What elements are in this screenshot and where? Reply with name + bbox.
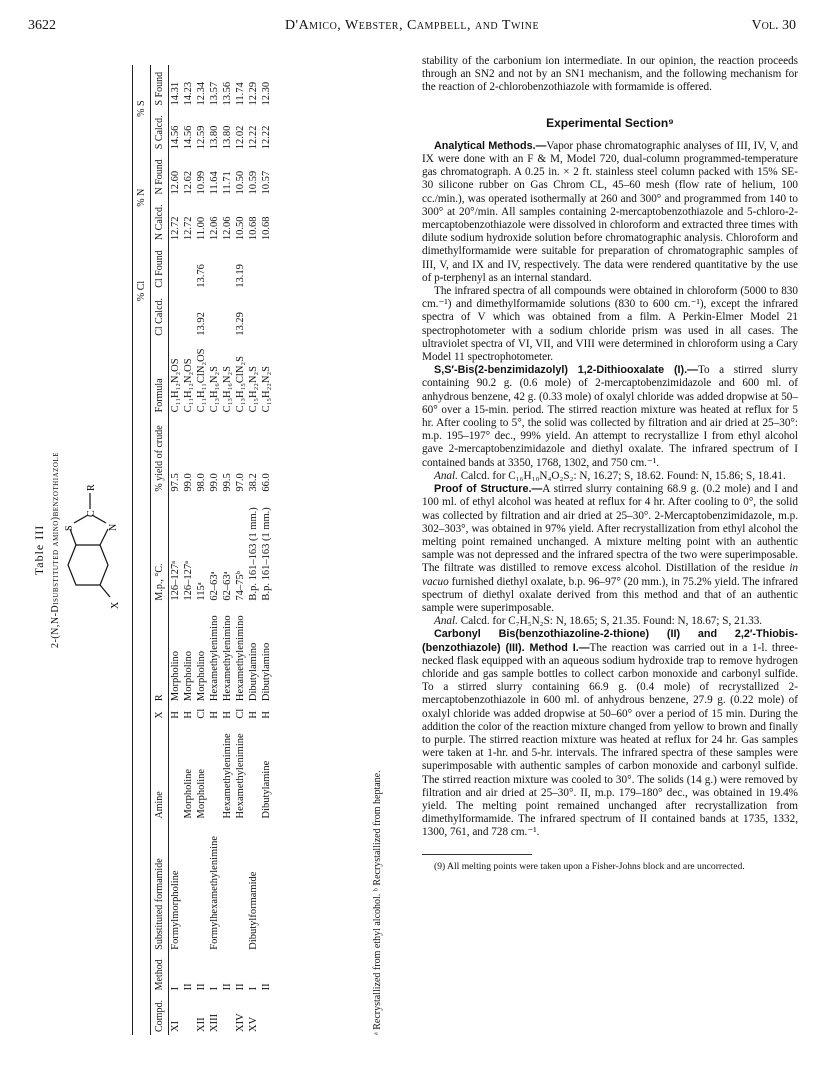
column-header: N Found xyxy=(151,152,169,197)
column-header: X xyxy=(151,704,169,721)
table-cell: C₁₅H₂₂N₂S xyxy=(261,366,272,413)
table-cell xyxy=(221,291,234,339)
table-cell: 12.30 xyxy=(261,81,272,106)
table-cell: H xyxy=(183,710,194,719)
table-body xyxy=(169,65,274,1035)
table-cell: II xyxy=(235,983,246,991)
table-cell: 99.0 xyxy=(209,473,220,492)
table-cell: 10.59 xyxy=(248,170,259,195)
volume-label: Vol. 30 xyxy=(751,18,796,33)
table-cell: Morpholine xyxy=(183,768,194,819)
compound-i-head: S,S′-Bis(2-benzimidazolyl) 1,2-Dithiooxalate (I).— xyxy=(434,364,698,377)
table-cell: Formylhexamethylenimine xyxy=(209,836,220,950)
column-header: Amine xyxy=(151,722,169,822)
table-cell: 62–63ᵃ xyxy=(222,571,233,601)
table-cell xyxy=(195,821,208,952)
table-cell: 12.02 xyxy=(235,125,246,150)
table-cell: Formylmorpholine xyxy=(170,870,181,950)
table-cell xyxy=(208,291,221,339)
table-cell: 126–127ᵃ xyxy=(170,560,181,601)
footnote: (9) All melting points were taken upon a Fisher-Johns block and are uncorrected. xyxy=(434,860,745,872)
table-cell: 11.71 xyxy=(222,171,233,195)
column-header: S Calcd. xyxy=(151,109,169,153)
table-cell: I xyxy=(209,986,220,991)
table-cell: 11.00 xyxy=(196,216,207,241)
column-header: Substituted formamide xyxy=(151,821,169,952)
table-cell: 12.22 xyxy=(248,125,259,150)
table-cell xyxy=(260,291,273,339)
table-cell: C₁₃H₁₆N₂S xyxy=(222,366,233,413)
table-cell: H xyxy=(170,710,181,719)
struct-c: C xyxy=(86,510,97,517)
column-header: N Calcd. xyxy=(151,198,169,244)
table-cell xyxy=(247,243,260,291)
table-cell: 97.0 xyxy=(235,473,246,492)
table-cell: Morpholino xyxy=(183,650,194,702)
table-cell: Hexamethylenimine xyxy=(222,733,233,819)
table-cell: 12.72 xyxy=(170,216,181,241)
table-cell: H xyxy=(222,710,233,719)
struct-n: N xyxy=(108,523,119,531)
table-cell: 10.99 xyxy=(196,170,207,195)
table-cell: C₁₁H₁₂N₂OS xyxy=(170,358,181,413)
table-cell: 12.60 xyxy=(170,170,181,195)
table-cell xyxy=(260,821,273,952)
table-cell xyxy=(182,243,195,291)
header-row xyxy=(151,65,169,1035)
table-cell: 13.92 xyxy=(196,312,207,336)
table-cell: 98.0 xyxy=(196,473,207,492)
benzothiazole-structure xyxy=(64,475,128,615)
column-header: Formula xyxy=(151,339,169,416)
table-cell xyxy=(260,243,273,291)
rotated-table xyxy=(28,55,400,1045)
table-cell xyxy=(182,821,195,952)
table-row xyxy=(195,65,208,1035)
table-cell: Morpholino xyxy=(196,650,207,702)
group-s: % S xyxy=(133,65,151,152)
column-header: R xyxy=(151,604,169,705)
table-row xyxy=(234,65,247,1035)
table-cell: C₁₃H₁₆N₂S xyxy=(209,366,220,413)
table-cell: 10.68 xyxy=(261,216,272,241)
data-table xyxy=(132,65,273,1035)
table-cell: XII xyxy=(196,1017,207,1032)
table-cell: Dibutylamino xyxy=(261,642,272,702)
section-heading: Experimental Section⁹ xyxy=(546,115,674,130)
paragraph-method-i: Carbonyl Bis(benzothiazoline-2-thione) (II) and 2,2′-Thiobis-(benzothiazole) (III). Method I.—The reaction was carried out in a 1-l. three-necked flask equipped with an aqueous sodium hydroxide trap to remove hydrogen chloride and gas sample bottles to collect carbon monoxide and carbonyl sulfide. To a stirred slurry containing 66.9 g. (0.4 mole) of recrystallized 2-mercaptobenzothiazole in 600 ml. of anhydrous benzene, 27.9 g. (0.22 mole) of oxalyl chloride was added dropwise at 50–60° over a period of 15 min. During the addition the color of the reaction mixture changed from yellow to brown and finally to purple. The stirred reaction mixture was heated at reflux for 24 hr. Gas samples were taken at 1-hr. and 5-hr. intervals. The infrared spectra of these samples were superimposable with authentic samples of carbon monoxide and carbonyl sulfide. The stirred reaction mixture was cooled to 30°. The solids (14 g.) were removed by filtration and air dried at 25–30°. II, m.p. 179–180° dec., was obtained in 19.4% yield. The melting point remained unchanged after recrystallization from dimethylformamide. The infrared spectrum of II contained bands at 1735, 1332, 1300, 761, and 728 cm.⁻¹. xyxy=(422,628,799,839)
table-cell: 13.80 xyxy=(222,125,233,150)
method-i-head: Carbonyl Bis(benzothiazoline-2-thione) (II) and 2,2′-Thiobis-(benzothiazole) (III). Method I.— xyxy=(422,628,798,654)
table-cell: B.p. 161–163 (1 mm.) xyxy=(248,507,259,601)
table-cell: 13.19 xyxy=(235,264,246,288)
table-cell: H xyxy=(261,710,272,719)
table-cell: II xyxy=(183,983,194,991)
intro-paragraph: stability of the carbonium ion intermediate. In our opinion, the reaction proceeds through an SN2 and not by an SN1 mechanism, and the following mechanism for the reaction of 2-chlorobenzothiazole with formamide is offered. xyxy=(422,55,798,94)
table-cell: 14.31 xyxy=(170,81,181,106)
table-cell: 11.74 xyxy=(235,82,246,106)
table-cell: Hexamethylenimino xyxy=(209,615,220,702)
table-cell: 10.50 xyxy=(235,216,246,241)
group-n: % N xyxy=(133,152,151,243)
table-footnote: ᵃ Recrystallized from ethyl alcohol. ᵇ Recrystallized from heptane. xyxy=(372,770,383,1035)
table-cell xyxy=(221,243,234,291)
table-cell: I xyxy=(248,986,259,991)
table-cell: 10.50 xyxy=(235,170,246,195)
table-cell xyxy=(169,243,183,291)
analytical-head: Analytical Methods.— xyxy=(434,139,547,152)
table-cell: 12.06 xyxy=(209,216,220,241)
table-row xyxy=(260,65,273,1035)
group-cl: % Cl xyxy=(133,243,151,339)
table-cell: 13.76 xyxy=(196,264,207,288)
column-header: Cl Found xyxy=(151,243,169,291)
struct-r: R xyxy=(86,484,97,491)
paragraph-compound-i: S,S′-Bis(2-benzimidazolyl) 1,2-Dithiooxalate (I).—To a stirred slurry containing 90.2 g. (0.6 mole) of 2-mercaptobenzimidazole and 600 ml. of anhydrous benzene, 42 g. (0.33 mole) of oxalyl chloride was added dropwise at 50–60° over a 15-min. period. The stirred reaction mixture was heated at reflux for 5 hr. After cooling to 5°, the solid was collected by filtration and air dried at 25–30°: m.p. 195–197° dec., 99% yield. An attempt to recrystallize I from ethyl alcohol gave 2-mercaptobenzimidazole and diethyl oxalate. The infrared spectrum of I contained bands at 3350, 1768, 1302, and 750 cm.⁻¹. xyxy=(422,364,798,469)
table-row xyxy=(221,65,234,1035)
table-cell: 12.62 xyxy=(183,170,194,195)
table-cell: XIII xyxy=(209,1013,220,1032)
table-cell xyxy=(182,291,195,339)
table-cell: 10.68 xyxy=(248,216,259,241)
table-cell: 12.59 xyxy=(196,125,207,150)
table-cell: 10.57 xyxy=(261,170,272,195)
table-cell: H xyxy=(248,710,259,719)
table-cell: C₁₃H₁₅ClN₂S xyxy=(235,356,246,413)
table-cell: XV xyxy=(248,1016,259,1032)
table-cell: 12.06 xyxy=(222,216,233,241)
table-cell: 74–75ᵇ xyxy=(235,571,246,601)
table-cell: II xyxy=(196,983,207,991)
running-title: D'Amico, Webster, Campbell, and Twine xyxy=(284,18,540,33)
table-cell xyxy=(182,993,195,1035)
analysis-2: Anal. Calcd. for C₇H₅N₂S: N, 18.65; S, 21.35. Found: N, 18.67; S, 21.33. xyxy=(434,615,763,628)
table-cell: Hexamethylenimino xyxy=(235,615,246,702)
table-cell: Morpholino xyxy=(170,650,181,702)
table-cell: I xyxy=(170,986,181,991)
table-cell: Hexamethylenimino xyxy=(222,615,233,702)
table-cell xyxy=(208,722,221,822)
table-cell: 13.57 xyxy=(209,81,220,106)
table-row xyxy=(208,65,221,1035)
table-cell: Cl xyxy=(235,708,246,719)
table-cell: 62–63ᵃ xyxy=(209,571,220,601)
table-cell: 13.29 xyxy=(235,312,246,336)
table-cell: 99.5 xyxy=(222,473,233,492)
page-number: 3622 xyxy=(28,18,56,33)
table-cell xyxy=(208,243,221,291)
table-cell: 115ᵃ xyxy=(196,582,207,601)
table-row xyxy=(182,65,195,1035)
table-cell: 14.56 xyxy=(183,125,194,150)
table-region xyxy=(28,55,400,1045)
table-row xyxy=(169,65,183,1035)
table-cell: II xyxy=(222,983,233,991)
table-cell: 13.80 xyxy=(209,125,220,150)
table-cell: 14.23 xyxy=(183,81,194,106)
table-cell: 12.72 xyxy=(183,216,194,241)
table-cell: II xyxy=(261,983,272,991)
table-cell: 99.0 xyxy=(183,473,194,492)
table-subtitle: 2-(N,N-Disubstituted amino)benzothiazole xyxy=(50,451,61,649)
paragraph-spectra: The infrared spectra of all compounds were obtained in chloroform (5000 to 830 cm.⁻¹) and dimethylformamide solutions (830 to 600 cm.⁻¹), except the infrared spectra of V which was obtained from a film. A Perkin-Elmer Model 21 spectrophotometer with a sodium chloride prism was used in all cases. The ultraviolet spectra of VI, VII, and VIII were determined in chloroform using a Cary Model 11 spectrophotometer. xyxy=(422,285,798,364)
table-cell: H xyxy=(209,710,220,719)
table-cell: 12.34 xyxy=(196,81,207,106)
table-cell: 13.56 xyxy=(222,81,233,106)
column-header: % yield of crude xyxy=(151,415,169,494)
table-cell: 126–127ᵃ xyxy=(183,560,194,601)
column-header: Compd. xyxy=(151,993,169,1035)
table-cell: 66.0 xyxy=(261,473,272,492)
paragraph-analytical: Analytical Methods.—Vapor phase chromatographic analyses of III, IV, V, and IX were done with an F & M, Model 720, dual-column programmed-temperature gas chromatograph. A 0.25 in. × 2 ft. stainless steel column packed with 15% SE-30 silicone rubber on Gas Chrom CL, 45–60 mesh (flow rate of helium, 100 cc./min.), was operated isothermally at 260 and 300° and programmed from 140 to 300° at 20°/min. All samples containing 2-mercaptobenzothiazole and 5-chloro-2-mercaptobenzothiazole were dissolved in chloroform and extracted three times with dilute sodium hydroxide solution before chromatographic analysis. Chloroform and dimethylformamide were suitable for preparation of chromatographic samples of III, V, and IX and IV, respectively. The data were rendered quantitative by the use of p-terphenyl as an internal standard. xyxy=(422,139,799,284)
analysis-1: Anal. Calcd. for C₁₆H₁₀N₄O₂S₂: N, 16.27; S, 18.62. Found: N, 15.86; S, 18.41. xyxy=(434,469,786,482)
table-cell: 38.2 xyxy=(248,473,259,492)
table-cell xyxy=(169,291,183,339)
struct-s: S xyxy=(64,525,75,531)
group-header-row xyxy=(133,65,151,1035)
page-header xyxy=(28,18,796,38)
table-cell xyxy=(247,722,260,822)
table-cell: 12.22 xyxy=(261,125,272,150)
table-row xyxy=(247,65,260,1035)
table-cell: Dibutylamino xyxy=(248,642,259,702)
table-cell: Morpholine xyxy=(196,768,207,819)
table-cell xyxy=(247,291,260,339)
column-header: Cl Calcd. xyxy=(151,291,169,339)
footnote-rule xyxy=(422,854,532,855)
table-cell: XIV xyxy=(235,1013,246,1032)
struct-x: X xyxy=(110,601,121,609)
table-title: Table III xyxy=(32,524,46,576)
proof-head: Proof of Structure.— xyxy=(434,483,543,496)
table-cell: Dibutylformamide xyxy=(248,871,259,950)
table-cell xyxy=(234,821,247,952)
column-header: S Found xyxy=(151,65,169,109)
table-cell: Dibutylamine xyxy=(261,760,272,819)
text-column xyxy=(422,55,798,873)
table-cell: Cl xyxy=(196,708,207,719)
table-cell: 11.64 xyxy=(209,171,220,195)
paragraph-proof: Proof of Structure.—A stirred slurry containing 68.9 g. (0.2 mole) and I and 100 ml. of ethyl alcohol was heated at reflux for 4 hr. After cooling to 0°, the solid was collected by filtration and air dried at 25–30°. 2-Mercaptobenzimidazole, m.p. 302–303°, was obtained in 97% yield. After recrystallization from ethyl alcohol the melting point remained unchanged. A mixture melting point with an authentic sample was not depressed and the infrared spectra of the two were superimposable. The filtrate was distilled to remove excess alcohol. Distillation of the residue in vacuo furnished diethyl oxalate, b.p. 96–97° (20 mm.), in 75.2% yield. The infrared spectrum of diethyl oxalate derived from this method and that of an authentic sample were superimposable. xyxy=(422,483,799,614)
column-header: Method xyxy=(151,953,169,994)
table-cell: 97.5 xyxy=(170,473,181,492)
table-cell: B.p. 161–163 (1 mm.) xyxy=(261,507,272,601)
table-cell xyxy=(221,993,234,1035)
table-cell: 14.56 xyxy=(170,125,181,150)
table-cell: C₁₁H₁₂N₂OS xyxy=(183,358,194,413)
table-cell: 12.29 xyxy=(248,81,259,106)
table-cell: C₁₅H₂₂N₂S xyxy=(248,366,259,413)
table-cell xyxy=(260,993,273,1035)
table-cell: C₁₁H₁₁ClN₂OS xyxy=(196,348,207,413)
column-header: M.p., °C. xyxy=(151,495,169,604)
table-cell xyxy=(221,821,234,952)
table-cell xyxy=(169,722,183,822)
table-cell: XI xyxy=(170,1020,181,1032)
table-cell: Hexamethylenimine xyxy=(235,733,246,819)
